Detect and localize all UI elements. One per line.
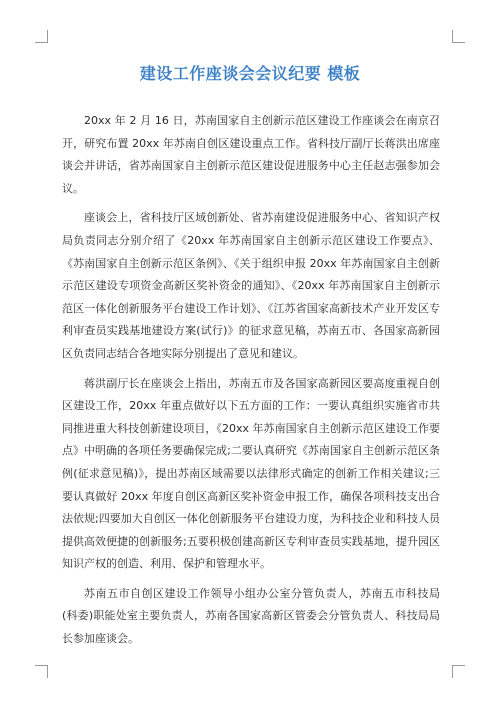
document-title: 建设工作座谈会会议纪要 模板	[139, 64, 361, 83]
paragraph-meeting-intro: 20xx 年 2 月 16 日，苏南国家自主创新示范区建设工作座谈会在南京召开，研究布置 20xx 年苏南自创区建设重点工作。省科技厅副厅长蒋洪出席座谈会并讲话，省苏南国家自主创新示范区建设促进服务中心主任赵志强参加会议。	[62, 114, 440, 195]
document-body	[62, 110, 440, 658]
crop-mark-top-right	[452, 30, 465, 43]
paragraph-presentations: 座谈会上，省科技厅区域创新处、省苏南建设促进服务中心、省知识产权局负责同志分别介绍了《20xx 年苏南国家自主创新示范区建设工作要点》、《苏南国家自主创新示范区条例》、《关于组织申报 20xx 年苏南国家自主创新示范区建设专项资金高新区奖补资金的通知》、《20xx 年苏南国家自主创新示范区一体化创新服务平台建设工作计划》、《江苏省国家高新技术产业开发区专利审查员实践基地建设方案(试行)》的征求意见稿，苏南五市、各国家高新园区负责同志结合各地实际分别提出了意见和建议。	[62, 211, 440, 360]
paragraph-key-tasks: 蒋洪副厅长在座谈会上指出，苏南五市及各国家高新园区要高度重视自创区建设工作，20xx 年重点做好以下五方面的工作：一要认真组织实施省市共同推进重大科技创新建设项目，《20xx 年苏南国家自主创新示范区建设工作要点》中明确的各项任务要确保完成;二要认真研究《苏南国家自主创新示范区条例(征求意见稿)》，提出苏南区域需要以法律形式确定的创新工作相关建议;三要认真做好 20xx 年度自创区高新区奖补资金申报工作，确保各项科技支出合法依规;四要加大自创区一体化创新服务平台建设力度，为科技企业和科技人员提供高效便捷的创新服务;五要积极创建高新区专利审查员实践基地，提升园区知识产权的创造、利用、保护和管理水平。	[62, 376, 440, 571]
crop-mark-bottom-left	[35, 665, 48, 678]
paragraph-attendees: 苏南五市自创区建设工作领导小组办公室分管负责人，苏南五市科技局(科委)职能处室主要负责人，苏南各国家高新区管委会分管负责人、科技局局长参加座谈会。	[62, 586, 440, 646]
crop-mark-top-left	[35, 30, 48, 43]
crop-mark-bottom-right	[452, 665, 465, 678]
